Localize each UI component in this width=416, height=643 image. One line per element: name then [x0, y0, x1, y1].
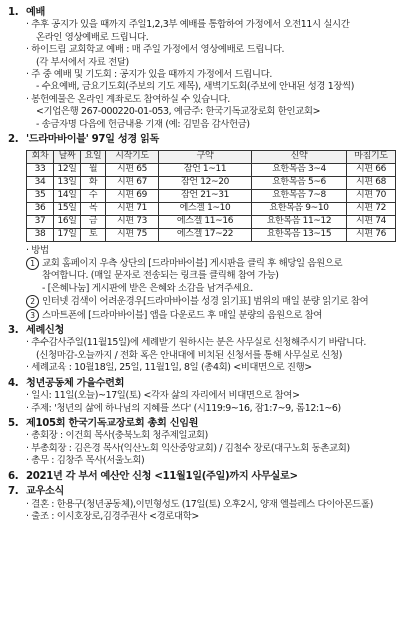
section-budget-heading	[8, 470, 408, 483]
method-1-line-2: 참여합니다. (매일 문자로 전송되는 링크를 클릭해 참여 가능)	[42, 270, 279, 282]
cell-opening-prayer: 시편 73	[106, 215, 159, 228]
method-3	[8, 309, 408, 322]
section-number: 2.	[8, 134, 19, 146]
method-1-line-3: - [은혜나눔] 게시판에 받은 은혜와 소감을 남겨주세요.	[42, 282, 253, 294]
baptism-line-2: (신청마감-오늘까지 / 전화 혹은 안내대에 비치된 신청서를 통해 사무실로 신청)	[36, 349, 343, 361]
cell-old-testament: 에스겔 1~10	[159, 202, 252, 215]
cell-new-testament: 요한복음 11~12	[252, 215, 347, 228]
cell-round: 36	[27, 202, 54, 215]
section-title: 2021년 각 부서 예산안 신청 <11월1일(주일)까지 사무실로>	[26, 470, 298, 482]
cell-old-testament: 잠언 21~31	[159, 189, 252, 202]
table-row	[27, 202, 396, 215]
header-weekday: 요일	[81, 150, 106, 163]
section-title: 교우소식	[26, 486, 64, 498]
cell-weekday: 목	[81, 202, 106, 215]
cell-round: 37	[27, 215, 54, 228]
cell-new-testament: 요한복음 7~8	[252, 189, 347, 202]
worship-line-2: 온라인 영상예배로 드립니다.	[36, 31, 149, 43]
method-1-line-1	[8, 257, 408, 270]
cell-new-testament: 요한복음 9~10	[252, 202, 347, 215]
worship-line-7: · 봉헌예물은 온라인 계좌로도 참여하실 수 있습니다.	[26, 93, 230, 105]
worship-line-4: (각 부서에서 자료 전달)	[36, 56, 129, 68]
news-line-1: · 결혼 : 한용구(청년공동체),이민형성도 (17일(토) 오후2시, 양재 엘블레스 다이아몬드홀)	[26, 498, 374, 510]
cell-date: 13일	[54, 176, 81, 189]
section-title: '드라마바이블' 97일 성경 읽독	[26, 134, 160, 146]
table-row	[27, 228, 396, 241]
header-new-testament: 신약	[252, 150, 347, 163]
news-line-2: · 출조 : 이시호장로,김경주권사 <경로대학>	[26, 510, 199, 522]
cell-opening-prayer: 시편 65	[106, 163, 159, 176]
cell-old-testament: 에스겔 11~16	[159, 215, 252, 228]
section-bible-reading-heading	[8, 133, 408, 146]
cell-opening-prayer: 시편 71	[106, 202, 159, 215]
method-2	[8, 295, 408, 308]
section-baptism-heading	[8, 324, 408, 337]
baptism-line-1: · 추수감사주일(11월15일)에 세례받기 원하시는 분은 사무실로 신청해주시기 바랍니다.	[26, 337, 367, 349]
section-worship-heading	[8, 6, 408, 19]
cell-date: 15일	[54, 202, 81, 215]
cell-new-testament: 요한복음 5~6	[252, 176, 347, 189]
header-round: 회차	[27, 150, 54, 163]
cell-round: 34	[27, 176, 54, 189]
cell-weekday: 월	[81, 163, 106, 176]
circled-number: 1	[26, 257, 39, 270]
baptism-line-3: · 세례교육 : 10월18일, 25일, 11월1일, 8일 (총4회) <비대면으로 진행>	[26, 362, 312, 374]
method-text: 스마트폰에 [드라마바이블] 앱을 다운로드 후 매일 분량의 음원으로 참여	[42, 309, 323, 321]
cell-opening-prayer: 시편 75	[106, 228, 159, 241]
method-label: · 방법	[26, 244, 49, 256]
section-number: 6.	[8, 470, 19, 482]
cell-closing-prayer: 시편 68	[347, 176, 396, 189]
cell-round: 35	[27, 189, 54, 202]
cell-closing-prayer: 시편 74	[347, 215, 396, 228]
cell-weekday: 화	[81, 176, 106, 189]
worship-line-5: · 주 중 예배 및 기도회 : 공지가 있을 때까지 가정에서 드립니다.	[26, 69, 272, 81]
cell-old-testament: 에스겔 17~22	[159, 228, 252, 241]
cell-weekday: 수	[81, 189, 106, 202]
cell-date: 17일	[54, 228, 81, 241]
cell-date: 16일	[54, 215, 81, 228]
cell-new-testament: 요한복음 13~15	[252, 228, 347, 241]
officers-line-2: · 부총회장 : 김은경 목사(익산노회 익산중앙교회) / 김철수 장로(대구노회 동촌교회)	[26, 442, 350, 454]
table-row	[27, 189, 396, 202]
officers-line-3: · 총무 : 김창주 목사(서울노회)	[26, 455, 145, 467]
cell-date: 12일	[54, 163, 81, 176]
method-text: 인터넷 검색이 어려운경우[드라마바이블 성경 읽기표] 범위의 매일 분량 읽기로 참여	[42, 296, 369, 308]
section-youth-retreat-heading	[8, 377, 408, 390]
table-row	[27, 215, 396, 228]
officers-line-1: · 총회장 : 이건희 목사(충북노회 청주제일교회)	[26, 430, 208, 442]
table-header-row	[27, 150, 396, 163]
cell-weekday: 금	[81, 215, 106, 228]
cell-closing-prayer: 시편 72	[347, 202, 396, 215]
cell-old-testament: 잠언 12~20	[159, 176, 252, 189]
cell-new-testament: 요한복음 3~4	[252, 163, 347, 176]
circled-number: 2	[26, 295, 39, 308]
retreat-line-2: · 주제: '청년의 삶에 하나님의 지혜를 쓰다' (시119:9~16, 잠1:7~9, 롬12:1~6)	[26, 402, 341, 414]
reading-schedule-table	[26, 150, 396, 242]
cell-round: 33	[27, 163, 54, 176]
cell-closing-prayer: 시편 66	[347, 163, 396, 176]
section-number: 7.	[8, 486, 19, 498]
section-number: 3.	[8, 325, 19, 336]
table-row	[27, 176, 396, 189]
section-number: 4.	[8, 377, 19, 389]
section-title: 청년공동체 가을수련회	[26, 377, 125, 389]
section-assembly-officers-heading	[8, 417, 408, 430]
header-opening-prayer: 시작기도	[106, 150, 159, 163]
section-title: 세례신청	[26, 325, 64, 336]
cell-closing-prayer: 시편 76	[347, 228, 396, 241]
retreat-line-1: · 일시: 11일(오늘)~17일(토) <각자 삶의 자리에서 비대면으로 참여>	[26, 390, 300, 402]
section-number: 5.	[8, 417, 19, 429]
worship-line-8: <기업은행 267-000220-01-053, 예금주: 한국기독교장로회 한인교회>	[36, 106, 321, 118]
header-closing-prayer: 마침기도	[347, 150, 396, 163]
table-row	[27, 163, 396, 176]
method-text: 교회 홈페이지 우측 상단의 [드라마바이블] 게시판을 클릭 후 해당일 음원으로	[42, 257, 343, 269]
worship-line-3: · 하이드림 교회학교 예배 : 매 주일 가정에서 영상예배로 드립니다.	[26, 44, 285, 56]
section-title: 예배	[26, 7, 45, 18]
cell-weekday: 토	[81, 228, 106, 241]
cell-opening-prayer: 시편 69	[106, 189, 159, 202]
worship-line-9: - 송금자명 다음에 헌금내용 기재 (예: 김믿음 감사헌금)	[36, 118, 250, 130]
cell-old-testament: 잠언 1~11	[159, 163, 252, 176]
worship-line-6: - 수요예배, 금요기도회(주보의 기도 제목), 새벽기도회(주보에 안내된 성경 1장씩)	[36, 81, 355, 93]
circled-number: 3	[26, 309, 39, 322]
cell-closing-prayer: 시편 70	[347, 189, 396, 202]
section-member-news-heading	[8, 485, 408, 498]
schedule-body	[27, 163, 396, 241]
header-date: 날짜	[54, 150, 81, 163]
worship-line-1: · 추후 공지가 있을 때까지 주일1,2,3부 예배를 통합하여 가정에서 오전11시 실시간	[26, 19, 350, 31]
section-number: 1.	[8, 7, 19, 18]
section-title: 제105회 한국기독교장로회 총회 신임원	[26, 417, 199, 429]
cell-date: 14일	[54, 189, 81, 202]
cell-round: 38	[27, 228, 54, 241]
cell-opening-prayer: 시편 67	[106, 176, 159, 189]
header-old-testament: 구약	[159, 150, 252, 163]
